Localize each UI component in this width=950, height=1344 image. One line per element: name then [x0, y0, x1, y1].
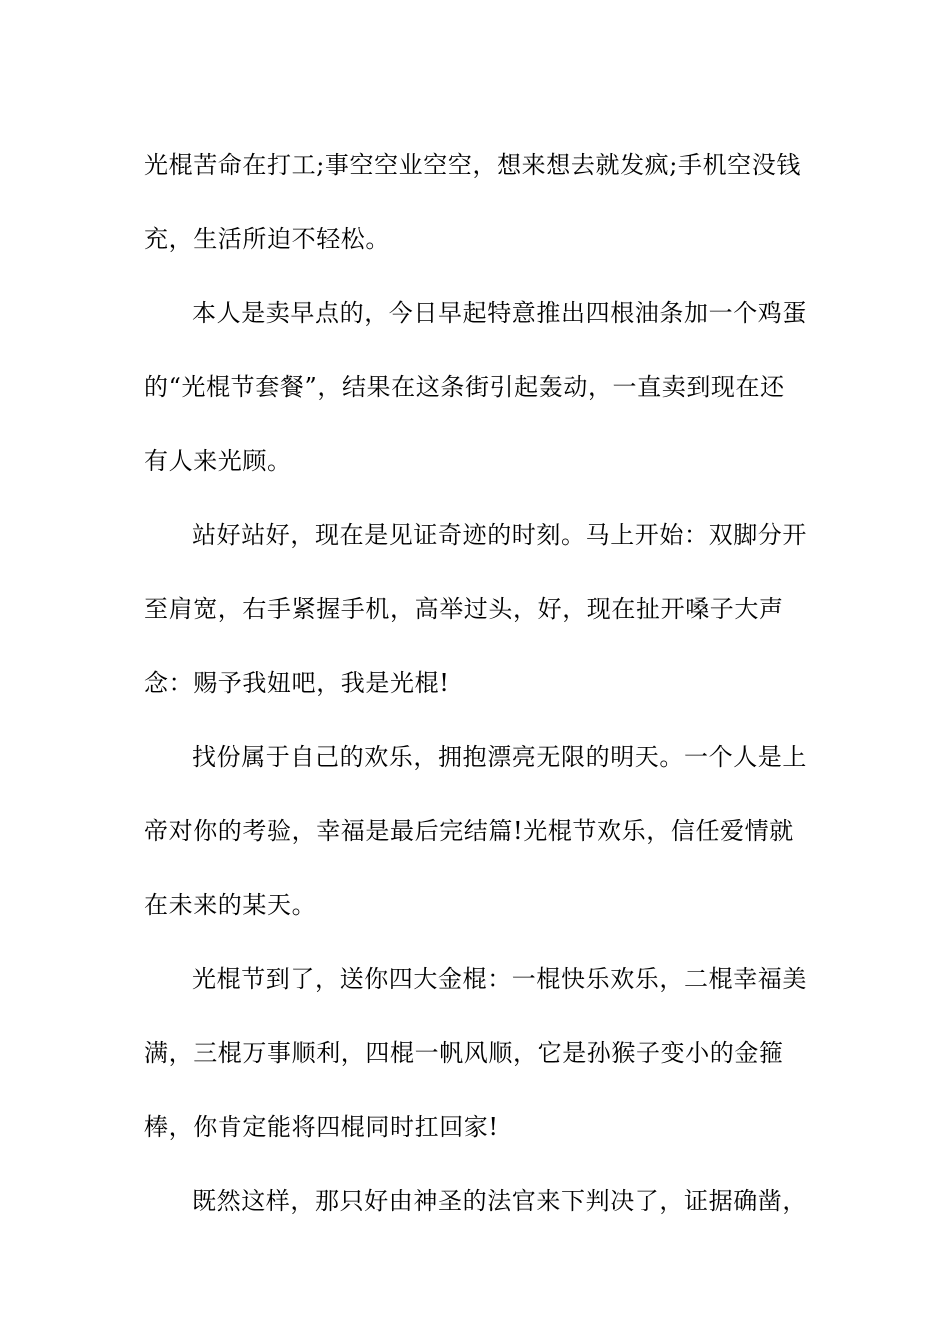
- paragraph-5: 光棍节到了，送你四大金棍：一棍快乐欢乐，二棍幸福美满，三棍万事顺利，四棍一帆风顺，它是孙猴子变小的金箍棒，你肯定能将四棍同时扛回家!: [144, 965, 807, 1141]
- paragraph-2: 本人是卖早点的，今日早起特意推出四根油条加一个鸡蛋的“光棍节套餐”，结果在这条街引起轰动，一直卖到现在还有人来光顾。: [144, 299, 807, 475]
- paragraph-1: 光棍苦命在打工;事空空业空空，想来想去就发疯;手机空没钱充，生活所迫不轻松。: [144, 151, 801, 253]
- document-body: [144, 128, 808, 1238]
- paragraph-6: 既然这样，那只好由神圣的法官来下判决了，证据确凿，: [192, 1187, 807, 1215]
- paragraph-3: 站好站好，现在是见证奇迹的时刻。马上开始：双脚分开至肩宽，右手紧握手机，高举过头，好，现在扯开嗓子大声念：赐予我妞吧，我是光棍!: [144, 521, 807, 697]
- paragraph-4: 找份属于自己的欢乐，拥抱漂亮无限的明天。一个人是上帝对你的考验，幸福是最后完结篇!光棍节欢乐，信任爱情就在未来的某天。: [144, 743, 807, 919]
